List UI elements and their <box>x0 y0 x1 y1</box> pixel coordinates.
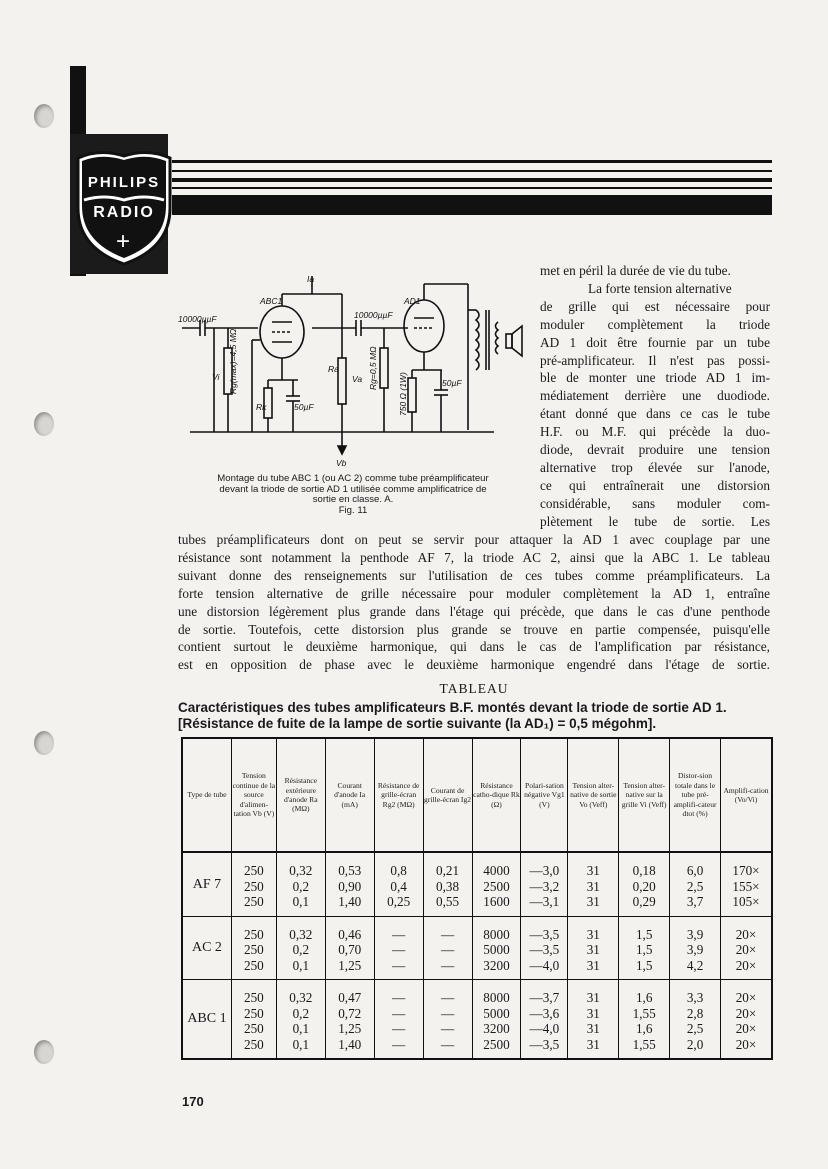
table-cell: 1,6 1,55 1,6 1,55 <box>619 980 670 1060</box>
label-va: Va <box>352 374 363 384</box>
text-line: plètement le tube de sortie. Les <box>540 513 770 529</box>
col-header: Résistance catho-dique Rk (Ω) <box>472 738 521 852</box>
label-cap-k2: 50µF <box>442 378 462 388</box>
table-cell: 0,21 0,38 0,55 <box>423 852 472 916</box>
col-header: Résistance extérieure d'anode Ra (MΩ) <box>276 738 325 852</box>
binder-hole <box>34 412 54 436</box>
table-cell: 31 31 31 <box>568 852 619 916</box>
table-cell: 31 31 31 31 <box>568 980 619 1060</box>
logo-cross: + <box>115 228 132 255</box>
table-cell: 3,3 2,8 2,5 2,0 <box>670 980 721 1060</box>
caption-line: devant la triode de sortie AD 1 utilisée comme amplificatrice de <box>219 483 487 495</box>
label-rk2: 750 Ω (1W) <box>398 372 408 416</box>
table-heading: Caractéristiques des tubes amplificateurs B.F. montés devant la triode de sortie AD 1. <box>178 700 727 715</box>
text-line: moduler complètement la triode <box>540 316 770 332</box>
table-title: TABLEAU <box>439 681 509 696</box>
text-line: alternative trop élevée sur l'anode, <box>540 459 770 475</box>
philips-radio-logo <box>76 148 172 266</box>
text-line: de grille qui est nécessaire pour <box>540 298 770 314</box>
text-line: de sortie. Toutefois, cette distorsion plus grande se trouve en partie compensée, puisqu'elle <box>178 621 770 637</box>
text-line: médiatement derrière une duodiode. <box>540 388 770 404</box>
binder-hole <box>34 731 54 755</box>
text-line: ble de monter une triode AD 1 im- <box>540 370 770 386</box>
text-line: étant donné que dans ce cas le tube <box>540 406 770 422</box>
tube-type: AF 7 <box>182 852 231 916</box>
table-cell: — — — <box>374 916 423 980</box>
table-cell: 0,47 0,72 1,25 1,40 <box>325 980 374 1060</box>
table-subheading: [Résistance de fuite de la lampe de sortie suivante (la AD₁) = 0,5 mégohm]. <box>178 716 657 731</box>
label-vb: Vb <box>336 458 347 468</box>
label-ra: Ra <box>328 364 339 374</box>
text-line: ce qui entraînerait une distorsion <box>540 477 770 493</box>
col-header: Tension alter-native de sortie Vo (Veff) <box>568 738 619 852</box>
table-cell: 8000 5000 3200 <box>472 916 521 980</box>
col-header: Type de tube <box>182 738 231 852</box>
header-stripe <box>172 160 772 163</box>
table-cell: 0,32 0,2 0,1 <box>276 916 325 980</box>
table-cell: 6,0 2,5 3,7 <box>670 852 721 916</box>
table-cell: 250 250 250 <box>231 916 276 980</box>
text-line: contient surtout le deuxième harmonique, qui dans le cas de l'amplification par résistance, <box>178 639 770 655</box>
table-cell: —3,7 —3,6 —4,0 —3,5 <box>521 980 568 1060</box>
label-c2: 10000µµF <box>354 310 393 320</box>
header-band-thick <box>172 195 772 215</box>
text-line: H.F. ou M.F. qui précède la duo- <box>540 424 770 440</box>
table-cell: —3,5 —3,5 —4,0 <box>521 916 568 980</box>
col-header: Tension alter-native sur la grille Vi (Veff) <box>619 738 670 852</box>
table-header-row <box>182 738 772 852</box>
text-line: considérable, sans moduler com- <box>540 495 770 511</box>
logo-word-radio: RADIO <box>93 204 155 221</box>
table-row-group-ac2 <box>182 916 772 980</box>
table-cell: 0,32 0,2 0,1 0,1 <box>276 980 325 1060</box>
binder-hole <box>34 104 54 128</box>
col-header: Distor-sion totale dans le tube pré-amplifi-cateur dtot (%) <box>670 738 721 852</box>
text-line: met en péril la durée de vie du tube. <box>540 263 731 278</box>
table-row-group-af7 <box>182 852 772 916</box>
tube-data-table <box>181 737 773 1060</box>
label-ia: Ia <box>307 274 315 284</box>
table-cell: 20× 20× 20× <box>721 916 772 980</box>
table-cell: — — — — <box>374 980 423 1060</box>
label-c1: 10000µµF <box>178 314 217 324</box>
table-cell: 1,5 1,5 1,5 <box>619 916 670 980</box>
tube-type: ABC 1 <box>187 1011 227 1027</box>
col-header: Tension continue de la source d'alimen-tation Vb (V) <box>231 738 276 852</box>
col-header: Résistance de grille-écran Rg2 (MΩ) <box>374 738 423 852</box>
text-line: une distorsion légèrement plus grande dans l'étage qui précède, que dans le cas d'une penthode <box>178 603 770 619</box>
header-stripe <box>172 170 772 172</box>
table-cell: —3,0 —3,2 —3,1 <box>521 852 568 916</box>
table-cell: 170× 155× 105× <box>721 852 772 916</box>
binder-hole <box>34 1040 54 1064</box>
table-cell: 8000 5000 3200 2500 <box>472 980 521 1060</box>
text-line: est en opposition de phase avec le deuxième harmonique engendré dans l'étage de sortie. <box>178 657 770 673</box>
table-cell: 20× 20× 20× 20× <box>721 980 772 1060</box>
table-cell: — — — <box>423 916 472 980</box>
text-line: La forte tension alternative <box>588 280 732 296</box>
header-stripe <box>172 187 772 189</box>
table-cell: 0,18 0,20 0,29 <box>619 852 670 916</box>
page-number: 170 <box>182 1094 204 1109</box>
col-header: Courant d'anode Ia (mA) <box>325 738 374 852</box>
table-cell: 0,32 0,2 0,1 <box>276 852 325 916</box>
table-cell: 0,46 0,70 1,25 <box>325 916 374 980</box>
table-row-group-abc1 <box>182 980 772 1060</box>
text-line: suivant donne des renseignements sur l'utilisation de ces tubes comme préamplificateurs. La <box>178 567 770 583</box>
text-line: pré-amplificateur. Il n'est pas possi- <box>540 352 770 368</box>
text-line: résistance sont notamment la penthode AF 7, la triode AC 2, ainsi que la ABC 1. Le tableau <box>178 549 770 565</box>
text-line: forte tension alternative de grille nécessaire pour moduler complètement la AD 1, entraîne <box>178 585 770 601</box>
caption-line: Montage du tube ABC 1 (ou AC 2) comme tube préamplificateur <box>217 473 489 484</box>
figure-caption <box>178 474 528 516</box>
label-rk: Rk <box>256 402 267 412</box>
table-cell: 3,9 3,9 4,2 <box>670 916 721 980</box>
table-cell: 250 250 250 250 <box>231 980 276 1060</box>
table-cell: — — — — <box>423 980 472 1060</box>
circuit-diagram <box>176 270 526 470</box>
header-stripe <box>172 178 772 182</box>
label-ad1: AD1 <box>404 296 421 306</box>
table-cell: 250 250 250 <box>231 852 276 916</box>
label-vi: Vi <box>212 372 220 382</box>
text-line: tubes préamplificateurs dont on peut se servir pour attaquer la AD 1 avec couplage par une <box>178 532 770 547</box>
table-cell: 4000 2500 1600 <box>472 852 521 916</box>
caption-line: sortie en classe. A. <box>312 494 394 506</box>
col-header: Polari-sation négative Vg1 (V) <box>521 738 568 852</box>
label-abc1: ABC1 <box>260 296 283 306</box>
label-cap-k1: 50µF <box>294 402 314 412</box>
body-text <box>178 531 770 674</box>
col-header: Amplifi-cation (Vo/Vi) <box>721 738 772 852</box>
table-cell: 0,53 0,90 1,40 <box>325 852 374 916</box>
tube-type: AC 2 <box>182 916 231 980</box>
text-line: diode, devrait produire une tension <box>540 442 770 458</box>
table-cell: 0,8 0,4 0,25 <box>374 852 423 916</box>
label-rgmax: Rg(max)=4,5 MΩ <box>228 328 238 394</box>
figure-number: Fig. 11 <box>338 504 368 516</box>
col-header: Courant de grille-écran Ig2 <box>423 738 472 852</box>
logo-word-philips: PHILIPS <box>87 174 161 191</box>
right-column-text <box>540 262 770 531</box>
label-rg2: Rg=0,5 MΩ <box>368 346 378 390</box>
table-cell: 31 31 31 <box>568 916 619 980</box>
text-line: AD 1 doit être fournie par un tube <box>540 334 770 350</box>
